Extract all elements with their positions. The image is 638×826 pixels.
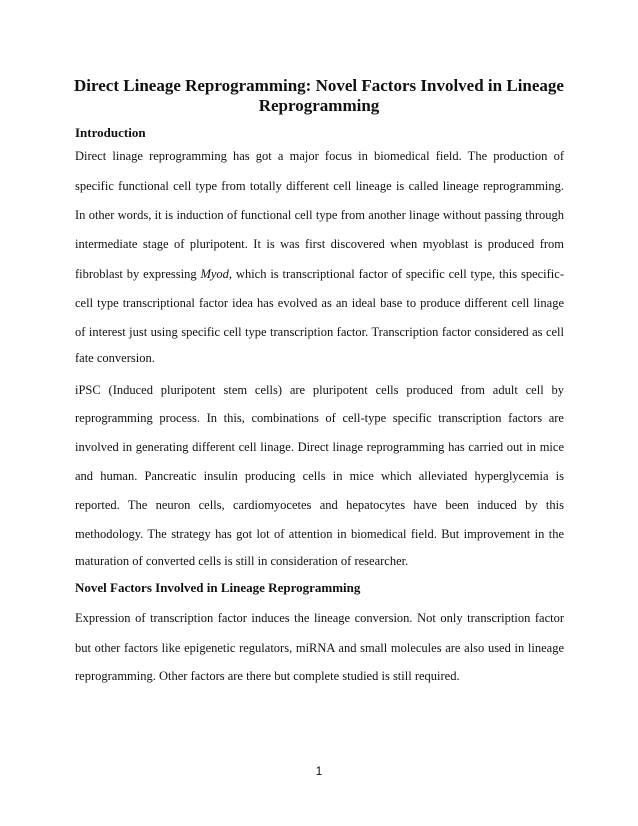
text-line: In other words, it is induction of functional cell type from another linage without passing through	[75, 208, 564, 222]
text-run: which is transcriptional factor of specific cell type, this specific-	[232, 267, 564, 281]
document-title	[60, 76, 578, 116]
text-line: iPSC (Induced pluripotent stem cells) are pluripotent cells produced from adult cell by	[75, 383, 564, 397]
title-line-1: Direct Lineage Reprogramming: Novel Factors Involved in Lineage	[74, 76, 564, 95]
text-line: but other factors like epigenetic regulators, miRNA and small molecules are also used in lineage	[75, 641, 564, 655]
text-line: Expression of transcription factor induces the lineage conversion. Not only transcription factor	[75, 611, 564, 625]
text-line: reported. The neuron cells, cardiomyocetes and hepatocytes have been induced by this	[75, 498, 564, 512]
text-line: and human. Pancreatic insulin producing cells in mice which alleviated hyperglycemia is	[75, 469, 564, 483]
text-line: methodology. The strategy has got lot of attention in biomedical field. But improvement in the	[75, 527, 564, 541]
text-line: Direct linage reprogramming has got a major focus in biomedical field. The production of	[75, 149, 564, 163]
text-line: fate conversion.	[75, 351, 155, 365]
text-line: of interest just using specific cell type transcription factor. Transcription factor considered as cell	[75, 325, 564, 339]
text-line: reprogramming. Other factors are there but complete studied is still required.	[75, 669, 460, 683]
text-line: cell type transcriptional factor idea has evolved as an ideal base to produce different cell linage	[75, 296, 564, 310]
text-line: specific functional cell type from totally different cell lineage is called lineage reprogramming.	[75, 179, 564, 193]
title-line-2: Reprogramming	[258, 96, 380, 115]
text-line-with-emphasis	[75, 266, 564, 282]
gene-name-emphasis: Myod,	[200, 267, 233, 281]
text-line: involved in generating different cell linage. Direct linage reprogramming has carried out in mice	[75, 440, 564, 454]
section-heading-novel-factors: Novel Factors Involved in Lineage Reprogramming	[75, 580, 361, 595]
text-line: reprogramming process. In this, combinations of cell-type specific transcription factors are	[75, 411, 564, 425]
text-line: maturation of converted cells is still in consideration of researcher.	[75, 554, 409, 568]
text-line: intermediate stage of pluripotent. It is was first discovered when myoblast is produced from	[75, 237, 564, 251]
page-number: 1	[315, 764, 323, 778]
section-heading-introduction: Introduction	[75, 125, 146, 140]
text-run: fibroblast by expressing	[75, 267, 201, 281]
